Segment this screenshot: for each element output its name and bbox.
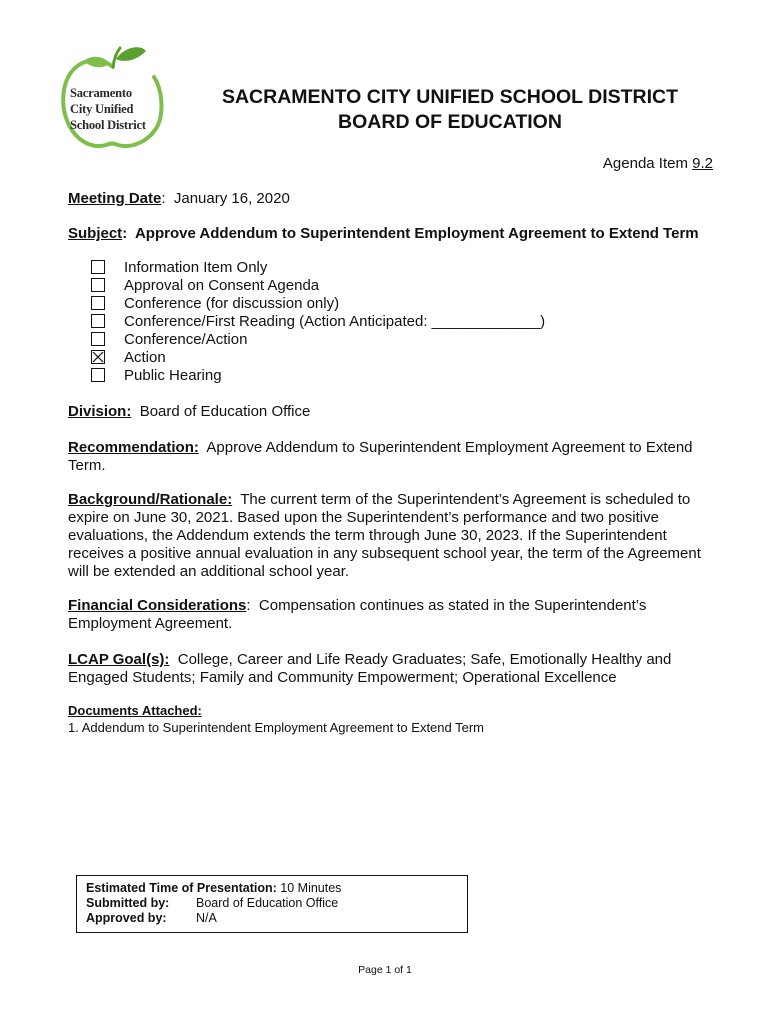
agenda-item (603, 155, 713, 172)
subject-label: Subject (68, 225, 123, 242)
option-label: Information Item Only (124, 259, 268, 276)
district-title: SACRAMENTO CITY UNIFIED SCHOOL DISTRICT (221, 86, 679, 108)
agenda-item-prefix: Agenda Item (602, 155, 693, 172)
estimated-time-row (86, 881, 341, 896)
checkbox[interactable] (91, 314, 105, 328)
lcap-goals (68, 651, 718, 687)
background-value: The current term of the Superintendent’s Agreement is scheduled to expire on June 30, 2021. Based upon the Superintendent’s performance and two positive evaluations, the Addendum extends the term through June 30, 2023. If the Superintendent receives a positive annual evaluation in any subsequent school year, the term of the Agreement will be extended an additional school year. (68, 491, 701, 580)
division-label: Division: (68, 403, 132, 420)
recommendation-value: Approve Addendum to Superintendent Employment Agreement to Extend Term. (68, 439, 693, 474)
check-x-icon (92, 351, 104, 363)
financial-label: Financial Considerations (68, 597, 247, 614)
option-label: Public Hearing (124, 367, 222, 384)
lcap-label: LCAP Goal(s): (68, 651, 170, 668)
background-rationale (68, 491, 718, 581)
estimated-time-value: 10 Minutes (280, 881, 342, 895)
option-label: Conference (for discussion only) (124, 295, 340, 312)
background-label: Background/Rationale: (68, 491, 233, 508)
submitted-by-label: Submitted by: (86, 896, 170, 910)
logo-line: School District (70, 118, 146, 132)
division (68, 403, 310, 421)
option-label: Conference/Action (124, 331, 248, 348)
subject: Subject: Approve Addendum to Superintendent Employment Agreement to Extend Term (68, 225, 699, 242)
documents-attached-heading: Documents Attached: (68, 703, 202, 718)
recommendation-label: Recommendation: (68, 439, 199, 456)
presentation-info-box (76, 875, 468, 933)
document-item[interactable]: 1. Addendum to Superintendent Employment Agreement to Extend Term (68, 720, 485, 735)
approved-by-label: Approved by: (86, 911, 167, 925)
option-label: Conference/First Reading (Action Anticipated: _____________) (124, 313, 546, 330)
meeting-date: Meeting Date: January 16, 2020 (68, 190, 290, 207)
option-label: Action (124, 349, 166, 366)
board-title: BOARD OF EDUCATION (338, 111, 562, 133)
logo-line: City Unified (70, 102, 134, 116)
checkbox[interactable] (91, 260, 105, 274)
subject-value: Approve Addendum to Superintendent Employment Agreement to Extend Term (134, 225, 699, 242)
financial-value: Compensation continues as stated in the Superintendent’s Employment Agreement. (68, 597, 647, 632)
approved-by-row (86, 911, 466, 926)
division-value: Board of Education Office (139, 403, 311, 420)
logo-line: Sacramento (70, 86, 132, 100)
lcap-value: College, Career and Life Ready Graduates; Safe, Emotionally Healthy and Engaged Students; Family and Community Empowerment; Operational Excellence (68, 651, 672, 686)
submitted-by-value: Board of Education Office (196, 896, 339, 910)
option-label: Approval on Consent Agenda (124, 277, 320, 294)
agenda-item-number: 9.2 (692, 155, 713, 172)
checkbox[interactable] (91, 368, 105, 382)
page-number: Page 1 of 1 (358, 964, 412, 976)
checkbox[interactable] (91, 332, 105, 346)
checkbox[interactable] (91, 278, 105, 292)
estimated-time-label: Estimated Time of Presentation: (86, 881, 277, 895)
financial-considerations: Financial Considerations: Compensation continues as stated in the Superintendent’s Employment Agreement. (68, 597, 647, 632)
checkbox[interactable] (91, 296, 105, 310)
submitted-by-row (86, 896, 466, 911)
meeting-date-label: Meeting Date (68, 190, 162, 207)
checkbox-checked[interactable] (91, 350, 105, 364)
documents-label: Documents Attached (68, 703, 198, 718)
approved-by-value: N/A (196, 911, 217, 925)
meeting-date-value: January 16, 2020 (173, 190, 290, 207)
recommendation (68, 439, 718, 475)
